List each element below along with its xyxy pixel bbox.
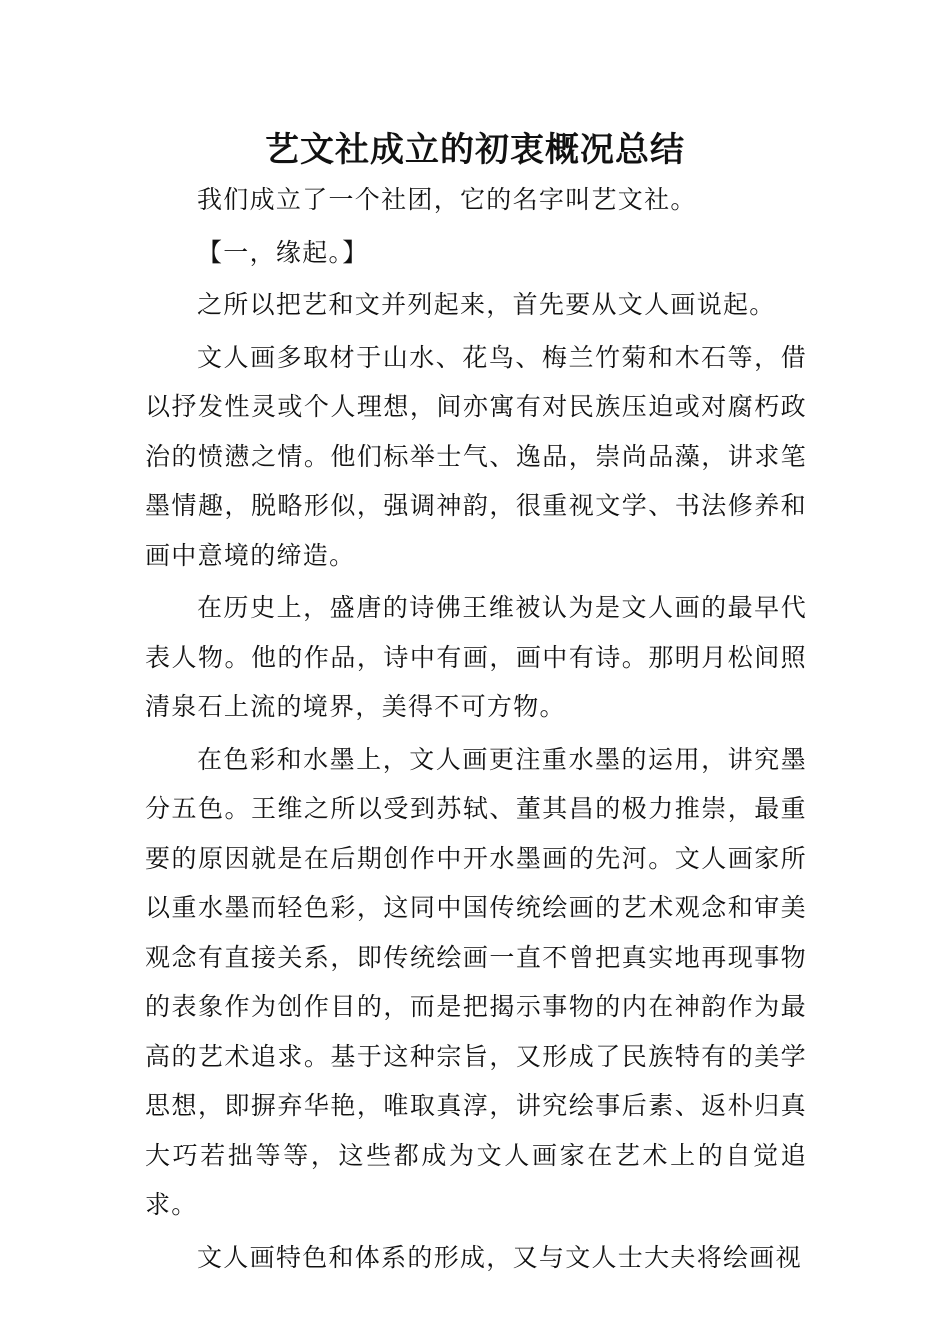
paragraph-system-formation: 文人画特色和体系的形成，又与文人士大夫将绘画视 bbox=[197, 1242, 802, 1272]
document-title: 艺文社成立的初衷概况总结 bbox=[265, 130, 685, 170]
paragraph-art-and-literature: 之所以把艺和文并列起来，首先要从文人画说起。 bbox=[197, 290, 776, 319]
paragraph-wang-wei: 在历史上，盛唐的诗佛王维被认为是文人画的最早代表人物。他的作品，诗中有画，画中有诗。那明月松间照清泉石上流的境界，美得不可方物。 bbox=[145, 593, 807, 721]
paragraph-intro: 我们成立了一个社团，它的名字叫艺文社。 bbox=[197, 185, 697, 214]
section-heading-origin: 【一，缘起。】 bbox=[197, 237, 369, 267]
paragraph-literati-painting: 文人画多取材于山水、花鸟、梅兰竹菊和木石等，借以抒发性灵或个人理想，间亦寓有对民族压迫或对腐朽政治的愤懑之情。他们标举士气、逸品，崇尚品藻，讲求笔墨情趣，脱略形似，强调神韵，很重视文学、书法修养和画中意境的缔造。 bbox=[145, 342, 807, 570]
paragraph-ink-and-color: 在色彩和水墨上，文人画更注重水墨的运用，讲究墨分五色。王维之所以受到苏轼、董其昌的极力推崇，最重要的原因就是在后期创作中开水墨画的先河。文人画家所以重水墨而轻色彩，这同中国传统绘画的艺术观念和审美观念有直接关系，即传统绘画一直不曾把真实地再现事物的表象作为创作目的，而是把揭示事物的内在神韵作为最高的艺术追求。基于这种宗旨，又形成了民族特有的美学思想，即摒弃华艳，唯取真淳，讲究绘事后素、返朴归真大巧若拙等等，这些都成为文人画家在艺术上的自觉追求。 bbox=[145, 744, 807, 1219]
document-body bbox=[145, 175, 807, 1285]
